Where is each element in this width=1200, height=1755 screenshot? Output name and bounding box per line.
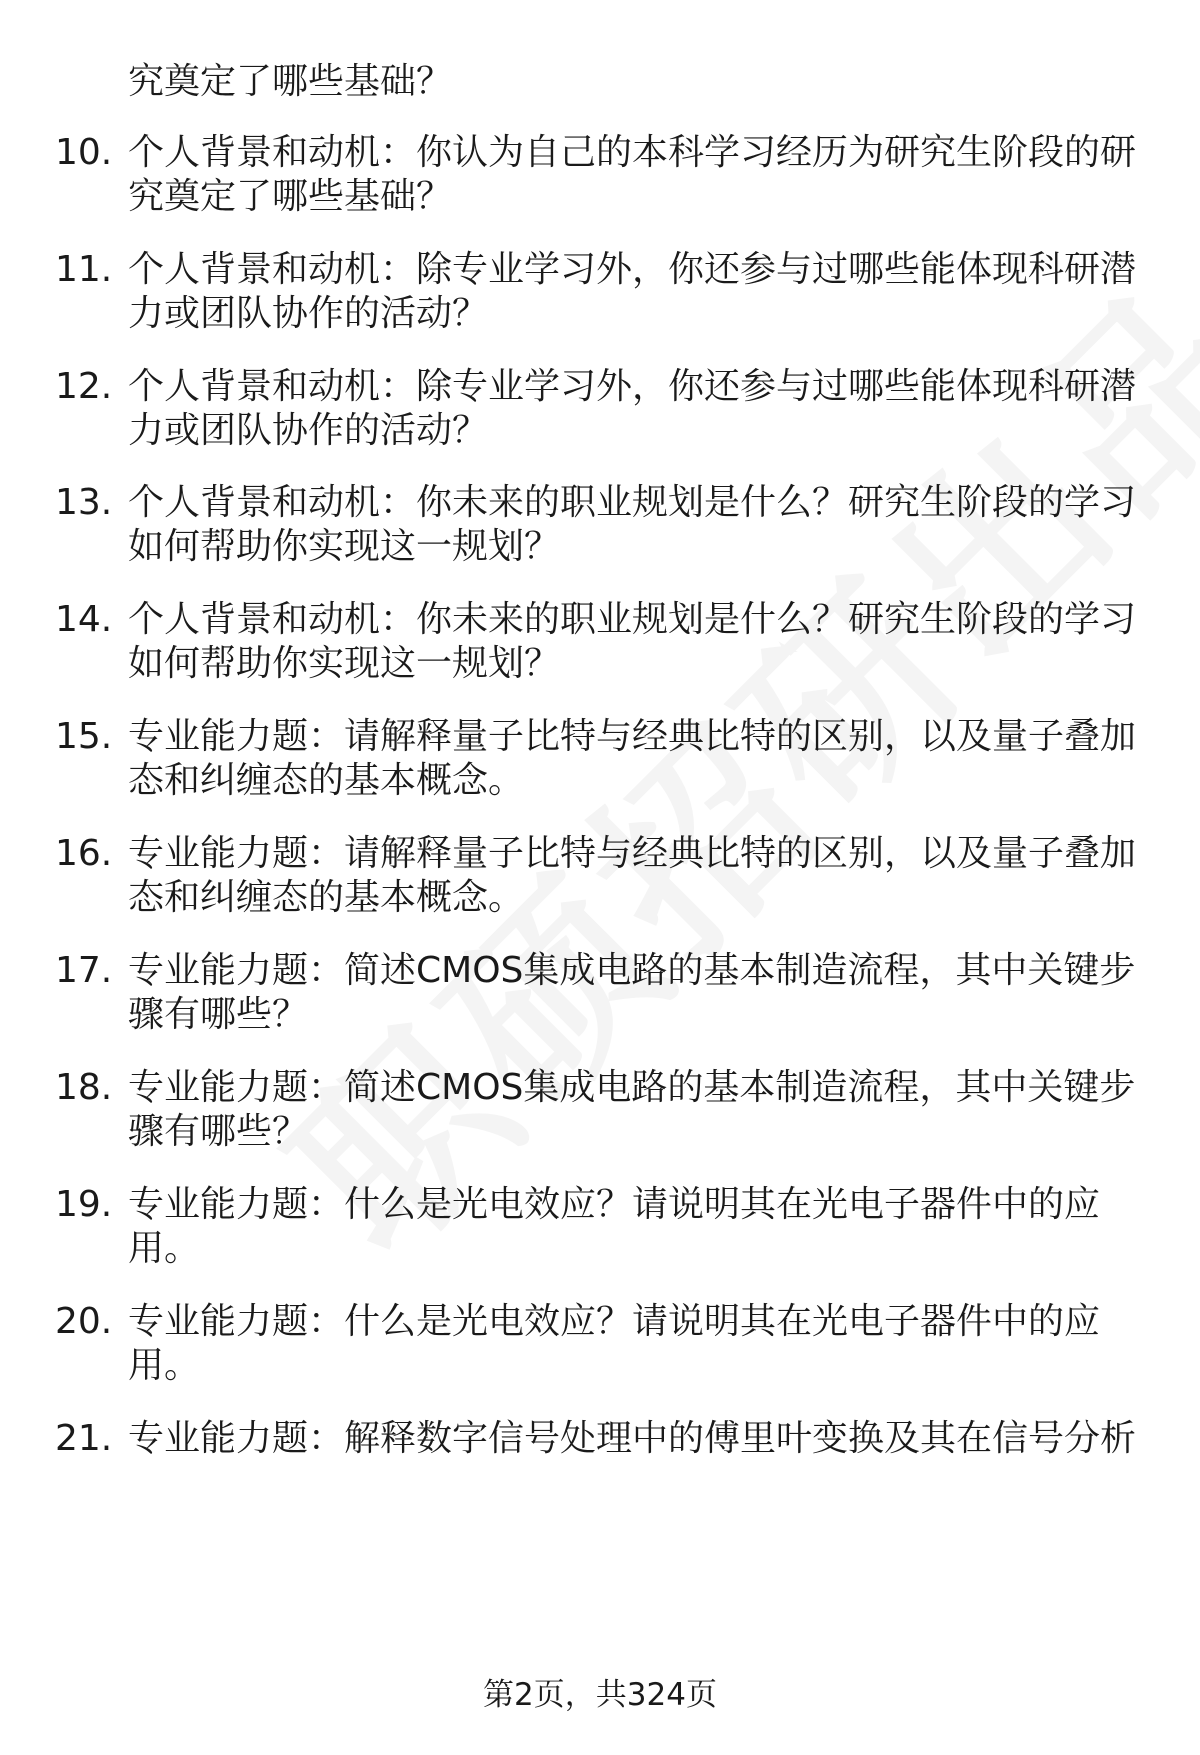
item-text-line2: 态和纠缠态的基本概念。 — [128, 760, 525, 801]
page-footer: 第2页，共324页 — [483, 1677, 717, 1713]
item-text-line1: 个人背景和动机：除专业学习外，你还参与过哪些能体现科研潜 — [128, 249, 1137, 290]
item-number: 16. — [55, 833, 113, 874]
item-text-line1: 个人背景和动机：你认为自己的本科学习经历为研究生阶段的研 — [128, 132, 1137, 173]
continuation-line: 究奠定了哪些基础？ — [128, 61, 453, 102]
item-text-line2: 用。 — [128, 1228, 201, 1269]
item-number: 12. — [55, 366, 113, 407]
item-number: 15. — [55, 716, 113, 757]
item-number: 17. — [55, 950, 113, 991]
item-text-line2: 骤有哪些？ — [128, 994, 309, 1035]
item-text-line1: 个人背景和动机：你未来的职业规划是什么？研究生阶段的学习 — [128, 599, 1137, 640]
item-text-line1: 专业能力题：什么是光电效应？请说明其在光电子器件中的应 — [128, 1301, 1101, 1342]
item-text-line1: 个人背景和动机：除专业学习外，你还参与过哪些能体现科研潜 — [128, 366, 1137, 407]
item-number: 21. — [55, 1418, 113, 1459]
item-text-line2: 如何帮助你实现这一规划？ — [128, 643, 561, 684]
item-number: 20. — [55, 1301, 113, 1342]
item-text-line1: 专业能力题：简述CMOS集成电路的基本制造流程，其中关键步 — [128, 1067, 1136, 1108]
item-number: 11. — [55, 249, 113, 290]
item-text-line1: 专业能力题：解释数字信号处理中的傅里叶变换及其在信号分析 — [128, 1418, 1137, 1459]
item-text-line2: 力或团队协作的活动？ — [128, 293, 489, 334]
item-text-line2: 态和纠缠态的基本概念。 — [128, 877, 525, 918]
item-text-line2: 骤有哪些？ — [128, 1111, 309, 1152]
item-text-line2: 如何帮助你实现这一规划？ — [128, 526, 561, 567]
item-text-line2: 用。 — [128, 1345, 201, 1386]
item-text-line1: 专业能力题：请解释量子比特与经典比特的区别，以及量子叠加 — [128, 833, 1137, 874]
item-text-line1: 专业能力题：什么是光电效应？请说明其在光电子器件中的应 — [128, 1184, 1101, 1225]
item-number: 10. — [55, 132, 113, 173]
item-number: 18. — [55, 1067, 113, 1108]
item-text-line2: 力或团队协作的活动？ — [128, 410, 489, 451]
item-text-line1: 专业能力题：请解释量子比特与经典比特的区别，以及量子叠加 — [128, 716, 1137, 757]
item-number: 13. — [55, 482, 113, 523]
item-text-line1: 专业能力题：简述CMOS集成电路的基本制造流程，其中关键步 — [128, 950, 1136, 991]
item-text-line2: 究奠定了哪些基础？ — [128, 176, 453, 217]
item-text-line1: 个人背景和动机：你未来的职业规划是什么？研究生阶段的学习 — [128, 482, 1137, 523]
item-number: 14. — [55, 599, 113, 640]
item-number: 19. — [55, 1184, 113, 1225]
